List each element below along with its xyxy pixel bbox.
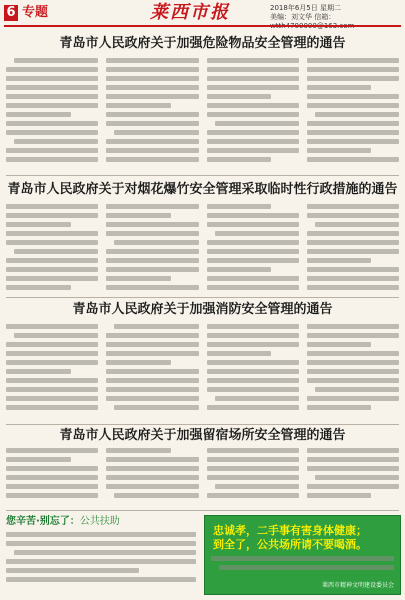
ad-slogan-line: 忠诚孝，二手事有害身体健康； <box>213 524 367 537</box>
text-line <box>6 387 98 392</box>
text-line <box>6 285 71 290</box>
text-line <box>6 448 98 453</box>
article-column <box>6 204 98 294</box>
text-line <box>207 249 299 254</box>
text-line <box>106 139 198 144</box>
text-line <box>307 285 399 290</box>
text-line <box>207 378 299 383</box>
text-line <box>106 213 171 218</box>
text-line <box>6 130 98 135</box>
ad-slogan-line: 到全了，公共场所请不要喝酒。 <box>213 538 367 551</box>
text-line <box>6 324 98 329</box>
text-line <box>207 267 272 272</box>
text-line <box>6 405 98 410</box>
ad-slogan <box>213 524 393 552</box>
text-line <box>207 324 299 329</box>
text-line <box>106 285 198 290</box>
green-banner-ad <box>204 515 401 595</box>
text-line <box>307 405 372 410</box>
text-line <box>307 121 399 126</box>
article-column <box>106 58 198 172</box>
text-line <box>207 213 299 218</box>
text-line <box>6 493 98 498</box>
article-column <box>207 324 299 420</box>
text-line <box>106 157 198 162</box>
article-column <box>6 324 98 420</box>
text-line <box>14 550 196 555</box>
text-line <box>307 360 399 365</box>
text-line <box>6 568 139 573</box>
text-line <box>207 475 299 480</box>
article-column <box>207 448 299 506</box>
text-line <box>106 103 171 108</box>
text-line <box>315 475 399 480</box>
text-line <box>315 222 399 227</box>
text-line <box>207 58 299 63</box>
text-line <box>106 148 198 153</box>
text-line <box>307 333 399 338</box>
text-line <box>307 213 399 218</box>
text-line <box>207 85 299 90</box>
text-line <box>106 58 198 63</box>
text-line <box>106 258 198 263</box>
text-line <box>207 342 299 347</box>
text-line <box>6 240 98 245</box>
article-headline: 青岛市人民政府关于加强消防安全管理的通告 <box>72 302 333 317</box>
text-line <box>6 231 98 236</box>
article-column <box>6 532 196 592</box>
text-line <box>106 448 171 453</box>
text-line <box>6 67 98 72</box>
ad-body <box>6 532 196 592</box>
text-line <box>106 267 198 272</box>
text-line <box>6 475 98 480</box>
text-line <box>215 231 299 236</box>
text-line <box>6 360 98 365</box>
text-line <box>106 204 198 209</box>
text-line <box>106 222 198 227</box>
article-column <box>6 448 98 506</box>
text-line <box>211 556 394 561</box>
article-body <box>6 58 399 172</box>
text-line <box>106 94 198 99</box>
text-line <box>207 369 299 374</box>
text-line <box>106 360 171 365</box>
text-line <box>106 351 198 356</box>
text-line <box>307 276 399 281</box>
article-column <box>307 58 399 172</box>
text-line <box>207 405 299 410</box>
text-line <box>207 103 299 108</box>
text-line <box>6 378 98 383</box>
article-headline: 青岛市人民政府关于加强留宿场所安全管理的通告 <box>59 428 346 443</box>
article-body <box>6 204 399 294</box>
ad-signature: 莱西市精神文明建设委员会 <box>321 582 394 589</box>
text-line <box>307 267 399 272</box>
text-line <box>207 333 299 338</box>
text-line <box>307 231 399 236</box>
page-number: 6 <box>4 5 18 21</box>
text-line <box>6 484 98 489</box>
public-service-ad <box>6 515 196 588</box>
text-line <box>106 457 198 462</box>
text-line <box>307 351 399 356</box>
text-line <box>207 139 299 144</box>
text-line <box>207 204 272 209</box>
ad-fineprint-lines <box>211 556 394 578</box>
article-column <box>106 448 198 506</box>
article-body <box>6 324 399 420</box>
text-line <box>307 204 399 209</box>
page-header <box>0 0 405 26</box>
editor-line: 美编：刘文华 信箱： <box>270 13 336 21</box>
text-line <box>106 333 198 338</box>
text-line <box>6 577 196 582</box>
article-column <box>307 204 399 294</box>
text-line <box>114 324 198 329</box>
text-line <box>207 448 299 453</box>
text-line <box>114 405 198 410</box>
text-line <box>307 58 399 63</box>
text-line <box>207 466 299 471</box>
text-line <box>106 369 198 374</box>
text-line <box>207 67 299 72</box>
text-line <box>307 249 399 254</box>
text-line <box>215 484 299 489</box>
article-column <box>207 204 299 294</box>
text-line <box>6 94 98 99</box>
article-column <box>307 324 399 420</box>
text-line <box>6 103 98 108</box>
ad-title <box>6 515 196 528</box>
ad-title-main: 您辛苦·别忘了： <box>6 516 80 527</box>
text-line <box>6 85 98 90</box>
text-line <box>6 148 98 153</box>
text-line <box>215 396 299 401</box>
text-line <box>307 369 399 374</box>
text-line <box>6 276 98 281</box>
text-line <box>106 231 198 236</box>
article-separator <box>6 424 399 425</box>
article-column <box>207 58 299 172</box>
text-line <box>106 342 198 347</box>
text-line <box>307 103 399 108</box>
text-line <box>114 493 198 498</box>
article-column <box>307 448 399 506</box>
text-line <box>307 448 399 453</box>
text-line <box>307 484 399 489</box>
text-line <box>14 249 98 254</box>
text-line <box>207 457 299 462</box>
article-body <box>6 448 399 506</box>
article-separator <box>6 297 399 298</box>
text-line <box>307 67 399 72</box>
text-line <box>106 112 198 117</box>
text-line <box>315 387 399 392</box>
text-line <box>6 466 98 471</box>
text-line <box>106 484 198 489</box>
text-line <box>307 466 399 471</box>
text-line <box>6 532 196 537</box>
text-line <box>307 94 399 99</box>
text-line <box>207 130 299 135</box>
header-rule <box>4 25 401 27</box>
text-line <box>106 85 198 90</box>
ad-fineprint <box>211 556 394 578</box>
text-line <box>6 541 196 546</box>
text-line <box>307 493 372 498</box>
text-line <box>207 387 299 392</box>
text-line <box>307 324 399 329</box>
text-line <box>307 157 399 162</box>
text-line <box>207 222 299 227</box>
article-separator <box>6 175 399 176</box>
text-line <box>6 369 71 374</box>
text-line <box>106 67 198 72</box>
text-line <box>14 139 98 144</box>
text-line <box>207 157 272 162</box>
text-line <box>307 378 399 383</box>
article-headline: 青岛市人民政府关于对烟花爆竹安全管理采取临时性行政措施的通告 <box>7 182 398 197</box>
text-line <box>307 457 399 462</box>
text-line <box>106 378 198 383</box>
text-line <box>6 457 71 462</box>
text-line <box>219 565 394 570</box>
text-line <box>114 130 198 135</box>
article-headline: 青岛市人民政府关于加强危险物品安全管理的通告 <box>59 36 346 51</box>
text-line <box>106 475 198 480</box>
text-line <box>307 148 372 153</box>
text-line <box>6 396 98 401</box>
text-line <box>106 121 198 126</box>
text-line <box>307 139 399 144</box>
article-column <box>6 58 98 172</box>
text-line <box>14 58 98 63</box>
text-line <box>6 112 71 117</box>
text-line <box>106 249 198 254</box>
text-line <box>106 387 198 392</box>
text-line <box>6 157 98 162</box>
text-line <box>207 240 299 245</box>
text-line <box>207 493 299 498</box>
text-line <box>6 213 98 218</box>
text-line <box>6 204 98 209</box>
ad-strip <box>6 510 399 597</box>
text-line <box>307 342 372 347</box>
ad-title-tail: 公共扶助 <box>79 516 120 527</box>
text-line <box>6 351 98 356</box>
text-line <box>215 121 299 126</box>
text-line <box>114 240 198 245</box>
text-line <box>6 342 98 347</box>
text-line <box>307 240 399 245</box>
text-line <box>207 94 272 99</box>
text-line <box>6 121 98 126</box>
text-line <box>207 285 299 290</box>
text-line <box>207 276 299 281</box>
text-line <box>207 258 299 263</box>
text-line <box>106 276 171 281</box>
text-line <box>6 267 98 272</box>
text-line <box>207 112 299 117</box>
text-line <box>106 466 198 471</box>
text-line <box>6 258 98 263</box>
text-line <box>307 258 372 263</box>
text-line <box>207 351 272 356</box>
text-line <box>307 85 372 90</box>
text-line <box>315 112 399 117</box>
section-name: 专题 <box>22 5 49 20</box>
text-line <box>307 130 399 135</box>
text-line <box>106 76 198 81</box>
text-line <box>106 396 198 401</box>
date-line: 2018年6月5日 星期二 <box>270 4 341 12</box>
text-line <box>207 76 299 81</box>
text-line <box>6 559 196 564</box>
article-column <box>211 556 394 578</box>
text-line <box>6 222 71 227</box>
text-line <box>207 360 299 365</box>
article-column <box>106 324 198 420</box>
text-line <box>307 76 399 81</box>
article-column <box>106 204 198 294</box>
masthead: 莱西市报 <box>150 2 230 23</box>
text-line <box>307 396 399 401</box>
text-line <box>6 76 98 81</box>
text-line <box>207 148 299 153</box>
text-line <box>14 333 98 338</box>
